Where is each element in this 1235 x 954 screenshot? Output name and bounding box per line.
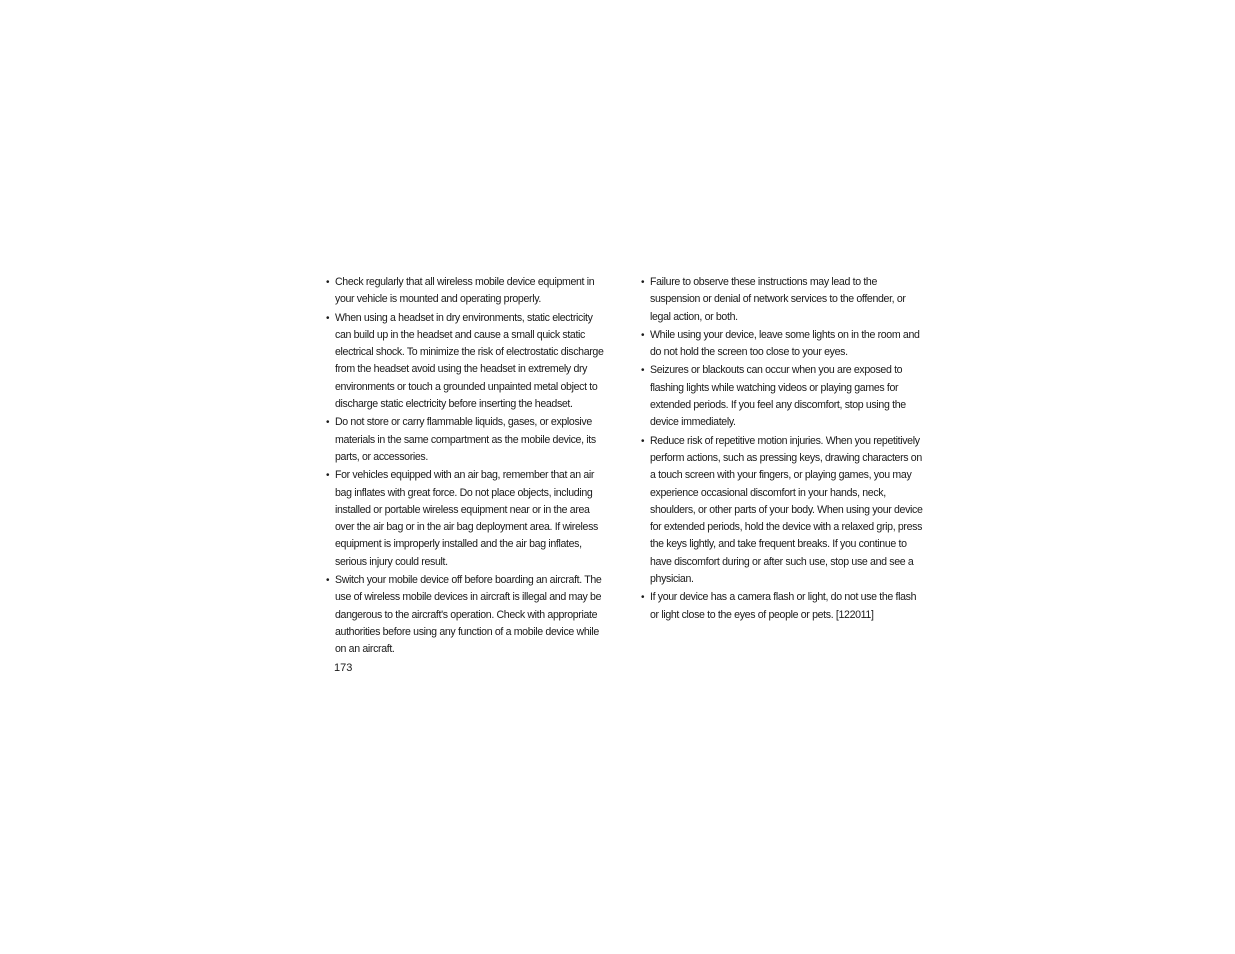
list-item [641,362,923,431]
list-item [641,433,923,589]
bullet-icon: • [641,435,645,447]
page-number: 173 [334,662,353,674]
list-item [641,274,923,326]
bullet-icon: • [326,277,330,288]
bullet-icon: • [326,417,330,429]
list-item-text: Switch your mobile device off before boarding an aircraft. The use of wireless mobile devices in aircraft is illegal and may be dangerous to the aircraft's operation. Check with appropriate authorities before using any function of a mobile device while on an aircraft. [335,574,602,656]
list-item-text: While using your device, leave some lights on in the room and do not hold the screen too close to your eyes. [650,328,920,359]
list-item-text: Failure to observe these instructions may lead to the suspension or denial of network services to the offender, or legal action, or both. [650,276,906,323]
list-item [641,589,923,624]
list-item-text: If your device has a camera flash or light, do not use the flash or light close to the eyes of people or pets. [122011] [650,591,917,621]
bullet-icon: • [326,575,330,587]
right-column-list [641,274,923,625]
list-item-text: Seizures or blackouts can occur when you are exposed to flashing lights while watching videos or playing games for extended periods. If you feel any discomfort, stop using the device immediately. [650,364,906,429]
list-item-text: Do not store or carry flammable liquids, gases, or explosive materials in the same compartment as the mobile device, its parts, or accessories. [335,416,596,463]
list-item [326,414,608,466]
list-item-text: Reduce risk of repetitive motion injuries. When you repetitively perform actions, such as pressing keys, drawing characters on a touch screen with your fingers, or playing games, you may experience occasional discomfort in your hands, neck, shoulders, or other parts of your body. When using your device for extended periods, hold the device with a relaxed grip, press the keys lightly, and take frequent breaks. If you continue to have discomfort during or after such use, stop use and see a physician. [650,434,923,586]
bullet-icon: • [326,312,330,324]
list-item [326,274,608,309]
list-item [326,310,608,414]
list-item [641,327,923,362]
list-item-text: Check regularly that all wireless mobile device equipment in your vehicle is mounted and operating properly. [335,276,595,306]
list-item-text: When using a headset in dry environments, static electricity can build up in the headset and cause a small quick static electrical shock. To minimize the risk of electrostatic discharge from the headset avoid using the headset in extremely dry environments or touch a grounded unpainted metal object to discharge static electricity before inserting the headset. [335,311,604,411]
list-item [326,467,608,571]
bullet-icon: • [641,329,645,341]
list-item-text: For vehicles equipped with an air bag, remember that an air bag inflates with great force. Do not place objects, including installed or portable wireless equipment near or in the area over the air bag or in the air bag deployment area. If wireless equipment is improperly installed and the air bag inflates, serious injury could result. [335,469,598,568]
bullet-icon: • [326,470,330,482]
list-item [326,572,608,658]
left-column-list [326,274,608,660]
bullet-icon: • [641,277,645,288]
bullet-icon: • [641,365,645,377]
bullet-icon: • [641,592,645,604]
